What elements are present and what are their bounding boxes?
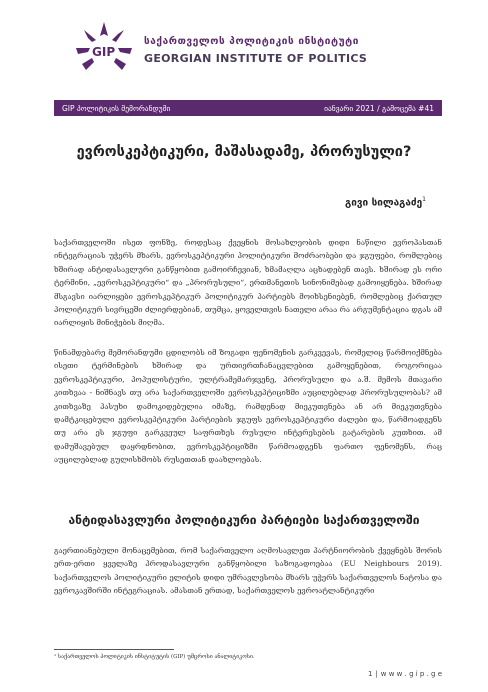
paragraph-main: წინამდებარე მემორანდუმი ცდილობს იმ ზოგადი ფენომენის გარკვევას, რომელიც წარმოიქმნება ისეთი ტერმინების ხშირად და ურთიერთჩანაცვლებით გამოყენებით, როგორიცაა ევროსკეპტიკური, პოპულისტური, ულტრამემარჯვენე, პრორუსული და ა.შ. მემოს მთავარი კითხვაა - ნიშნავს თუ არა საქართველოში ევროსკეპტიციზმი აუცილებლად პრორუსულობას? ამ კითხვაზე პასუხი დამოკიდებულია იმაზე, რამდენად მიეკუთვნება ან არ მიეკუთვნება დამტკიცებული ევროსკეპტიკური პარტიების ჯგუფს ევროსკეპტიკური ძალები და, წარმოადგენს თუ არა ეს ჯგუფი გარკვეულ საფრთხეს რუსული ინტერესების გატარების კუთხით. ამ დამუშავებულ დაყრდნობით, ევროსკეპტიციზმი წარმოადგენს ფართო ფენომენს, რაც აუცილებლად გულისხმობს რუსეთთან დაახლოებას. [54,348,442,465]
svg-text:GIP: GIP [92,45,116,59]
document-title: ევროსკეპტიკური, მაშასადამე, პრორუსული? [76,144,412,160]
banner-issue: იანვარი 2021 / გამოცემა #41 [324,103,434,113]
section-paragraph: გაერთიანებული მონაცემებით, რომ საქართველო აღმოსავლეთ პარტნიორობის ქვეყნებს შორის ერთ-ერთი ყველაზე პროდასავლური განწყობილი საზოგადოებაა (EU Neighbours 2019). საქართველოს პოლიტიკური ელიტის დიდი უმრავლესობა მხარს უჭერს საქართველოს ნატოსა და ევროკავშირში ინტეგრაციას. ამასთან ერთად, საქართველოს ევროატლანტიკური [54,546,442,596]
document-header [72,12,452,90]
gip-logo [72,18,136,82]
author-line [345,196,426,208]
footnote-divider [54,649,174,650]
footer-separator: | [375,670,378,678]
banner-series: GIP პოლიტიკის მემორანდუმი [62,103,171,113]
org-name-georgian: საქართველოს პოლიტიკის ინსტიტუტი [144,36,359,47]
footnote-text: ¹ საქართველოს პოლიტიკის ინსტიტუტის (GIP) უმცროსი ანალიტიკოსი. [54,654,255,660]
section-heading: ანტიდასავლური პოლიტიკური პარტიები საქართველოში [68,513,420,527]
memo-banner [54,100,442,116]
page-footer [368,670,442,678]
paragraph-intro: საქართველოში ისეთ ფონზე, როდესაც ქვეყნის მოსახლეობის დიდი ნაწილი ევროპასთან ინტეგრაციას უჭერს მხარს, ევროსკეპტიკური პოლიტიკური მოძრაობები და ჯგუფები, რომლებიც ხშირად ანტიდასავლური განწყობით გამოირჩევიან, ხმამაღლა აცხადებენ თავს. ხშირად ეს ორი ტერმინი, „ევროსკეპტიკური“ და „პრორუსული“, ერთმანეთის სინონიმებად გამოიყენება. ხშირად მსგავსი იარლიყები ევროსკეპტიკურ პოლიტიკურ პარტიებს მოიხსენიებენ, რომლებიც ქართულ პოლიტიკურ სივრცეში ძლიერდებიან, თუმცა, ყოველთვის ნათელი არაა რა არგუმენტაცია დგას ამ იარლიყის მინიჭების მიღმა. [54,238,442,328]
website-link[interactable]: w w w . g i p . g e [380,670,442,678]
page-number: 1 [367,670,373,678]
footnote-mark: 1 [422,196,426,203]
org-name-english: GEORGIAN INSTITUTE OF POLITICS [144,52,368,65]
author-name: გივი სილაგაძე [344,197,423,209]
